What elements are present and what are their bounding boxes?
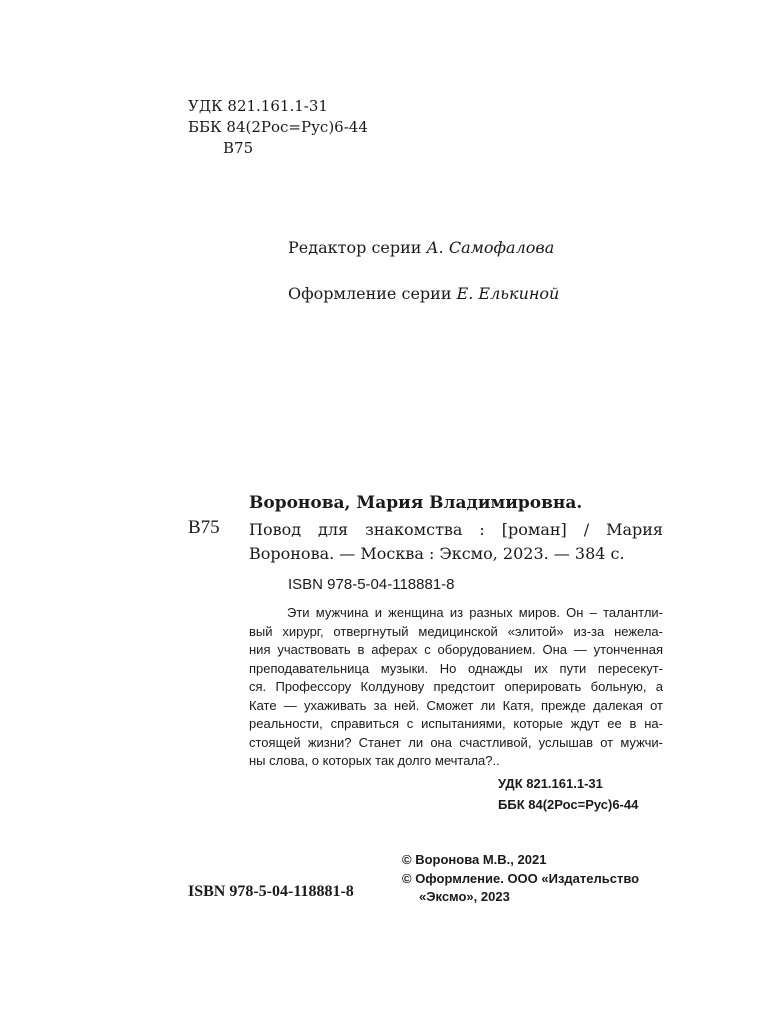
catalog-title-line-2: Воронова. — Москва : Эксмо, 2023. — 384 с.: [249, 544, 625, 563]
annotation-line: Кате — ухаживать за ней. Сможет ли Катя, прежде далекая от: [249, 697, 663, 713]
classification-codes: [188, 96, 368, 159]
isbn-bottom: ISBN 978-5-04-118881-8: [188, 883, 354, 900]
series-editor-label: Редактор серии: [288, 238, 422, 257]
annotation-line: стоящей жизни? Станет ли она счастливой, услышав от мужчи-: [249, 734, 663, 750]
annotation-line: Эти мужчина и женщина из разных миров. Он – талантли-: [287, 605, 663, 620]
udk-code: УДК 821.161.1-31: [188, 97, 328, 115]
series-design-name: Е. Елькиной: [456, 284, 560, 303]
copyright-publisher: «Эксмо», 2023: [419, 889, 510, 904]
series-design: [288, 284, 559, 303]
copyright-design: © Оформление. ООО «Издательство: [402, 870, 640, 886]
catalog-title: [249, 518, 663, 566]
annotation-line: ся. Профессору Колдунову предстоит оперировать больную, а: [249, 679, 663, 694]
annotation: [249, 604, 663, 771]
annotation-line: реальности, справиться с испытаниями, которые ждут ее в на-: [249, 716, 663, 731]
copyright-author: © Воронова М.В., 2021: [402, 852, 547, 867]
catalog-title-line-1: Повод для знакомства : [роман] / Мария: [249, 520, 663, 539]
catalog-bbk: ББК 84(2Рос=Рус)6-44: [498, 797, 639, 812]
author-mark: В75: [223, 139, 254, 157]
series-editor: [288, 238, 554, 257]
series-design-label: Оформление серии: [288, 284, 452, 303]
annotation-line: ны слова, о которых так долго мечтала?..: [249, 753, 500, 768]
series-editor-name: А. Самофалова: [426, 238, 555, 257]
catalog-author: Воронова, Мария Владимировна.: [249, 493, 583, 513]
annotation-line: преподавательница музыки. Но однажды их пути пересекут-: [249, 660, 663, 676]
catalog-udk: УДК 821.161.1-31: [498, 776, 603, 791]
annotation-line: вый хирург, отвергнутый медицинской «элитой» из-за нежела-: [249, 623, 663, 639]
copyright-block: [402, 851, 639, 907]
bbk-code: ББК 84(2Рос=Рус)6-44: [188, 118, 368, 136]
catalog-codes: [498, 773, 638, 815]
catalog-author-mark: В75: [188, 517, 220, 538]
annotation-line: ния участвовать в аферах с оборудованием. Она — утонченная: [249, 642, 663, 657]
catalog-isbn: ISBN 978-5-04-118881-8: [288, 576, 455, 593]
